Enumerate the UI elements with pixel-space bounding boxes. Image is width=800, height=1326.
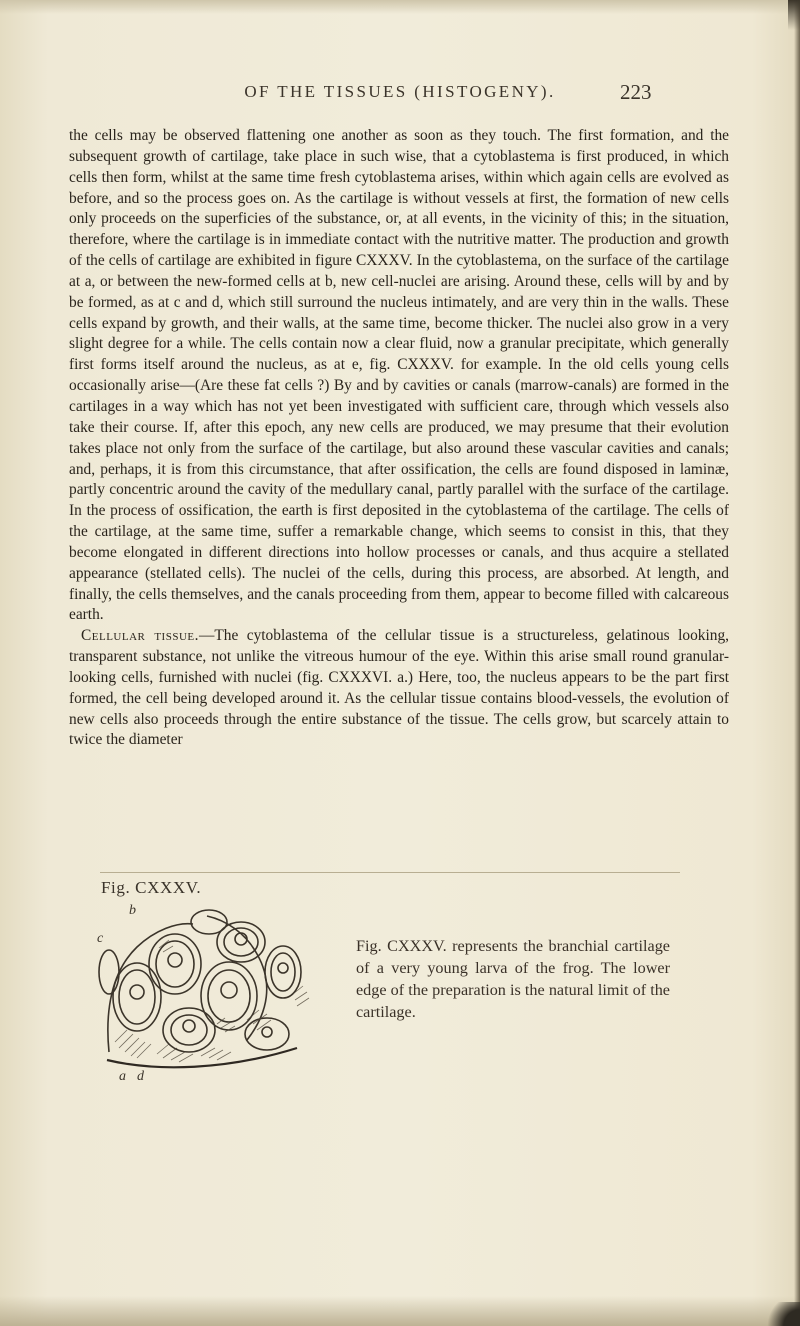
- figure-label: Fig. CXXXV.: [101, 878, 202, 897]
- paragraph-2: [69, 626, 729, 751]
- page-corner-mark: [788, 0, 800, 30]
- figure-divider: [100, 872, 680, 873]
- body-text: [69, 126, 729, 751]
- page-number: 223: [620, 80, 652, 104]
- figure-letter-c: c: [97, 931, 104, 946]
- cell-d: [201, 962, 257, 1030]
- page-top-shadow: [0, 0, 800, 14]
- paragraph-2-heading: Cellular tissue.: [81, 627, 199, 645]
- figure-caption: Fig. CXXXV. represents the branchial cartilage of a very young larva of the frog. The lower edge of the preparation is the natural limit of the cartilage.: [356, 937, 670, 1021]
- page-corner-mark-bottom: [760, 1302, 800, 1326]
- paragraph-2-text: —The cytoblastema of the cellular tissue is a structureless, gelatinous looking, transparent substance, not unlike the vitreous humour of the eye. Within this arise small round granular-looking cells, furnished with nuclei (fig. CXXXVI. a.) Here, too, the nucleus appears to be the part first formed, the cell being developed around it. As the cellular tissue contains blood-vessels, the evolution of new cells also proceeds through the entire substance of the tissue. The cells grow, but scarcely attain to twice the diameter: [69, 627, 730, 749]
- figure-illustration: [97, 902, 337, 1082]
- running-head: OF THE TISSUES (HISTOGENY).: [244, 82, 556, 101]
- page-header: [0, 82, 800, 112]
- page-right-edge: [794, 0, 800, 1326]
- figure-letter-a: a: [119, 1069, 126, 1082]
- page-bottom-shadow: [0, 1296, 800, 1326]
- nucleus: [130, 985, 144, 999]
- figure-letter-b: b: [129, 903, 136, 918]
- cell-h: [99, 950, 119, 994]
- figure-letter-d: d: [137, 1069, 144, 1082]
- preparation-bottom-edge: [107, 1048, 297, 1067]
- cell-a: [113, 963, 161, 1031]
- cell-i: [191, 910, 227, 934]
- paragraph-1: the cells may be observed flattening one another as soon as they touch. The first formation, and the subsequent growth of cartilage, take place in such wise, that a cytoblastema is first produced, in which cells then form, whilst at the same time fresh cytoblastema arises, within which again cells are evolved as before, and so the process goes on. As the cartilage is without vessels at first, the formation of new cells only proceeds on the superficies of the substance, or, at all events, in the vicinity of this; in the situation, therefore, where the cartilage is in immediate contact with the nutritive matter. The production and growth of the cells of cartilage are exhibited in figure CXXXV. In the cytoblastema, on the surface of the cartilage at a, or between the new-formed cells at b, new cell-nuclei are arising. Around these, cells will by and by be formed, as at c and d, which still surround the nucleus intimately, and are very thin in the walls. These cells expand by growth, and their walls, at the same time, become thicker. The nuclei also grow in a very slight degree for a while. The cells contain now a clear fluid, now a granular precipitate, which generally first forms itself around the nucleus, as at e, fig. CXXXV. for example. In the old cells young cells occasionally arise—(Are these fat cells ?) By and by cavities or canals (marrow-canals) are formed in the cartilages in a way which has not yet been investigated with sufficient care, through which vessels also take their course. If, after this epoch, any new cells are produced, we may presume that their evolution takes place not only from the surface of the cartilage, but also around these vascular cavities and canals; and, perhaps, it is from this circumstance, that after ossification, the cells are found disposed in laminæ, partly concentric around the cavity of the medullary canal, partly parallel with the surface of the cartilage. In the process of ossification, the earth is first deposited in the cytoblastema of the cartilage. The cells of the cartilage, at the same time, suffer a remarkable change, which seems to consist in this, that they become elongated in different directions into hollow processes or canals, and thus acquire a stellated appearance (stellated cells). The nuclei of the cells, during this process, are absorbed. At length, and finally, the cells themselves, and the canals proceeding from them, appear to become filled with calcareous earth.: [69, 127, 729, 624]
